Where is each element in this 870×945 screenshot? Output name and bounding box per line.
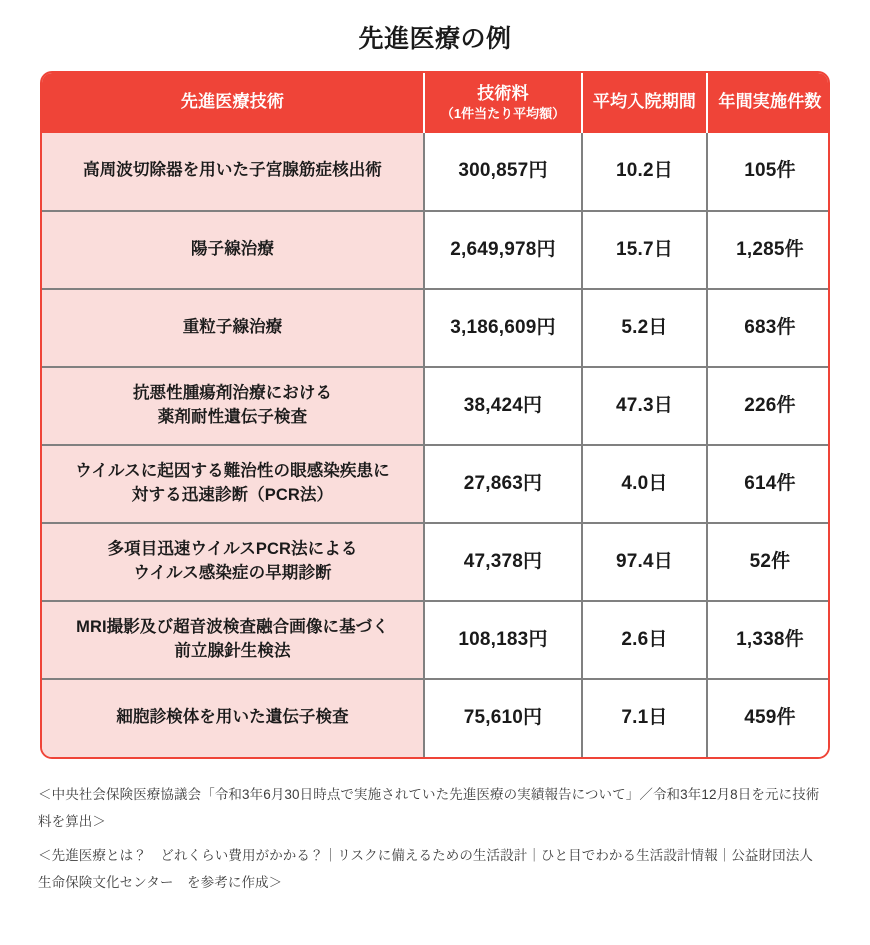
cell-stay: 10.2日 — [582, 133, 707, 211]
cell-count: 683件 — [707, 289, 830, 367]
cell-technology-line2: 前立腺針生検法 — [174, 641, 291, 660]
table-row — [42, 445, 830, 523]
source-note-2: ＜先進医療とは？ どれくらい費用がかかる？｜リスクに備えるための生活設計｜ひと目でわかる生活設計情報｜公益財団法人 生命保険文化センター を参考に作成＞ — [38, 847, 827, 890]
cell-count: 1,285件 — [707, 211, 830, 289]
table-row — [42, 601, 830, 679]
table-row — [42, 367, 830, 445]
cell-count: 226件 — [707, 367, 830, 445]
cell-technology — [42, 133, 424, 211]
cell-stay: 7.1日 — [582, 679, 707, 757]
cell-fee: 108,183円 — [424, 601, 582, 679]
table-body — [42, 133, 830, 757]
cell-stay: 4.0日 — [582, 445, 707, 523]
cell-technology — [42, 601, 424, 679]
column-header-stay — [582, 73, 707, 133]
cell-technology-line2: 薬剤耐性遺伝子検査 — [157, 407, 308, 426]
advanced-medicine-table-container — [40, 71, 830, 759]
cell-fee: 300,857円 — [424, 133, 582, 211]
cell-fee: 27,863円 — [424, 445, 582, 523]
column-header-fee-sublabel: （1件当たり平均額） — [440, 105, 566, 121]
cell-count: 105件 — [707, 133, 830, 211]
column-header-technology-label: 先進医療技術 — [180, 92, 285, 112]
table-row — [42, 679, 830, 757]
column-header-fee-label: 技術料 — [477, 84, 529, 103]
cell-fee: 47,378円 — [424, 523, 582, 601]
cell-technology-line1: 陽子線治療 — [191, 239, 274, 258]
column-header-technology — [42, 73, 424, 133]
cell-technology-line1: ウイルスに起因する難治性の眼感染疾患に — [75, 461, 390, 480]
cell-technology-line1: 高周波切除器を用いた子宮腺筋症核出術 — [83, 161, 382, 180]
source-note-1: ＜中央社会保険医療協議会「令和3年6月30日時点で実施されていた先進医療の実績報告について」／令和3年12月8日を元に技術料を算出＞ — [38, 786, 820, 829]
cell-count: 52件 — [707, 523, 830, 601]
cell-technology — [42, 679, 424, 757]
cell-technology — [42, 367, 424, 445]
cell-technology-line1: 抗悪性腫瘍剤治療における — [132, 383, 333, 402]
cell-technology — [42, 289, 424, 367]
cell-technology — [42, 211, 424, 289]
cell-technology-line1: 細胞診検体を用いた遺伝子検査 — [116, 708, 349, 727]
table-header — [42, 73, 830, 133]
cell-stay: 5.2日 — [582, 289, 707, 367]
column-header-stay-label: 平均入院期間 — [592, 92, 697, 112]
cell-technology-line2: ウイルス感染症の早期診断 — [133, 563, 332, 582]
cell-fee: 38,424円 — [424, 367, 582, 445]
table-header-row — [42, 73, 830, 133]
cell-stay: 47.3日 — [582, 367, 707, 445]
column-header-fee — [424, 73, 582, 133]
advanced-medicine-table — [42, 73, 830, 757]
table-row — [42, 523, 830, 601]
table-row — [42, 133, 830, 211]
cell-fee: 75,610円 — [424, 679, 582, 757]
table-row — [42, 211, 830, 289]
cell-technology-line1: MRI撮影及び超音波検査融合画像に基づく — [76, 617, 389, 636]
source-notes — [38, 781, 832, 896]
cell-stay: 15.7日 — [582, 211, 707, 289]
cell-technology-line2: 対する迅速診断（PCR法） — [131, 485, 334, 504]
cell-technology — [42, 445, 424, 523]
cell-technology — [42, 523, 424, 601]
cell-stay: 2.6日 — [582, 601, 707, 679]
page-title: 先進医療の例 — [358, 25, 512, 53]
cell-technology-line1: 重粒子線治療 — [182, 317, 283, 336]
column-header-count-label: 年間実施件数 — [718, 92, 822, 112]
cell-technology-line1: 多項目迅速ウイルスPCR法による — [107, 539, 358, 558]
table-row — [42, 289, 830, 367]
column-header-count — [707, 73, 830, 133]
cell-count: 1,338件 — [707, 601, 830, 679]
cell-count: 459件 — [707, 679, 830, 757]
cell-fee: 2,649,978円 — [424, 211, 582, 289]
cell-count: 614件 — [707, 445, 830, 523]
cell-fee: 3,186,609円 — [424, 289, 582, 367]
cell-stay: 97.4日 — [582, 523, 707, 601]
